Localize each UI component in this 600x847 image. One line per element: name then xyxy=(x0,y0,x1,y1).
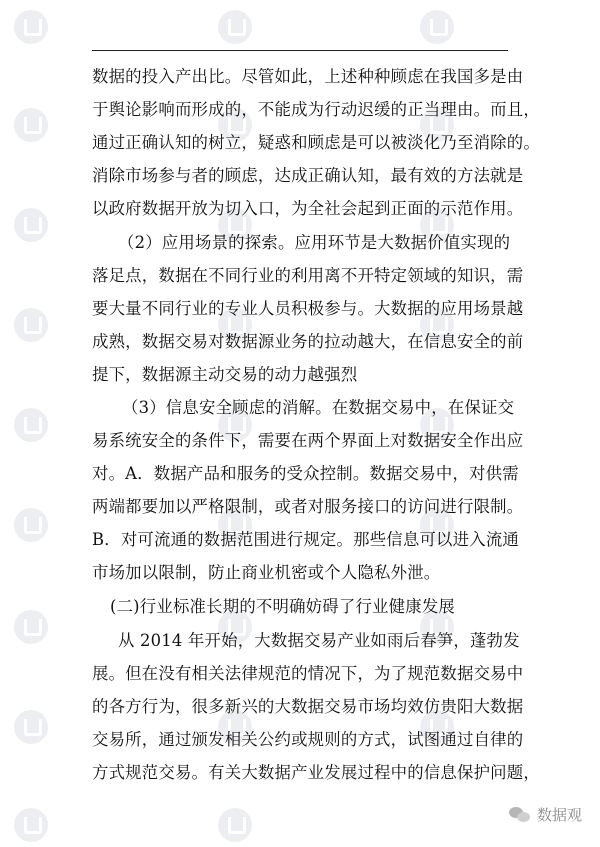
watermark-logo-icon xyxy=(14,808,48,842)
watermark-logo-icon xyxy=(14,408,48,442)
paragraph-heading: （2）应用场景的探索。应用环节是大数据价值实现的 xyxy=(118,233,511,252)
text-line: 市场加以限制，防止商业机密或个人隐私外泄。 xyxy=(92,563,441,582)
section-heading: (二)行业标准长期的不明确妨碍了行业健康发展 xyxy=(110,597,456,616)
watermark-logo-icon xyxy=(14,10,48,44)
text-line: 的各方行为，很多新兴的大数据交易市场均效仿贵阳大数据 xyxy=(92,697,524,716)
watermark-logo-icon xyxy=(14,710,48,744)
paragraph-heading: （3）信息安全顾虑的消解。在数据交易中，在保证交 xyxy=(122,398,515,417)
brand-name: 数据观 xyxy=(536,806,582,824)
text-line: 要大量不同行业的专业人员积极参与。大数据的应用场景越 xyxy=(92,299,524,318)
watermark-logo-icon xyxy=(14,610,48,644)
text-line: 以政府数据开放为切入口，为全社会起到正面的示范作用。 xyxy=(92,199,524,218)
watermark-logo-icon xyxy=(14,108,48,142)
text-line: 两端都要加以严格限制，或者对服务接口的访问进行限制。 xyxy=(92,497,524,516)
text-line: 方式规范交易。有关大数据产业发展过程中的信息保护问题， xyxy=(92,763,540,782)
watermark-logo-icon xyxy=(14,208,48,242)
watermark-logo-icon xyxy=(14,308,48,342)
text-line: 于舆论影响而形成的，不能成为行动迟缓的正当理由。而且， xyxy=(92,100,540,119)
text-line: 落足点，数据在不同行业的利用离不开特定领域的知识，需 xyxy=(92,266,524,285)
wechat-icon xyxy=(509,806,531,824)
text-line: 易系统安全的条件下，需要在两个界面上对数据安全作出应 xyxy=(92,431,524,450)
text-line: 消除市场参与者的顾虑，达成正确认知，最有效的方法就是 xyxy=(92,166,524,185)
watermark-logo-icon xyxy=(14,508,48,542)
text-line: 成熟，数据交易对数据源业务的拉动越大，在信息安全的前 xyxy=(92,332,524,351)
watermark-logo-icon xyxy=(218,10,252,44)
text-line: 展。但在没有相关法律规范的情况下，为了规范数据交易中 xyxy=(92,664,524,683)
text-line: 对。A．数据产品和服务的受众控制。数据交易中，对供需 xyxy=(92,464,519,483)
header-rule xyxy=(92,50,508,51)
watermark-logo-icon xyxy=(218,808,252,842)
text-line: 通过正确认知的树立，疑惑和顾虑是可以被淡化乃至消除的。 xyxy=(92,133,540,152)
text-line: 从 2014 年开始，大数据交易产业如雨后春笋，蓬勃发 xyxy=(118,631,520,650)
text-line: 提下，数据源主动交易的动力越强烈 xyxy=(92,365,358,384)
text-line: 数据的投入产出比。尽管如此，上述种种顾虑在我国多是由 xyxy=(92,67,524,86)
text-line: B．对可流通的数据范围进行规定。那些信息可以进入流通 xyxy=(92,530,520,549)
watermark-logo-icon xyxy=(420,10,454,44)
text-line: 交易所，通过颁发相关公约或规则的方式，试图通过自律的 xyxy=(92,730,524,749)
brand-watermark xyxy=(509,804,582,825)
